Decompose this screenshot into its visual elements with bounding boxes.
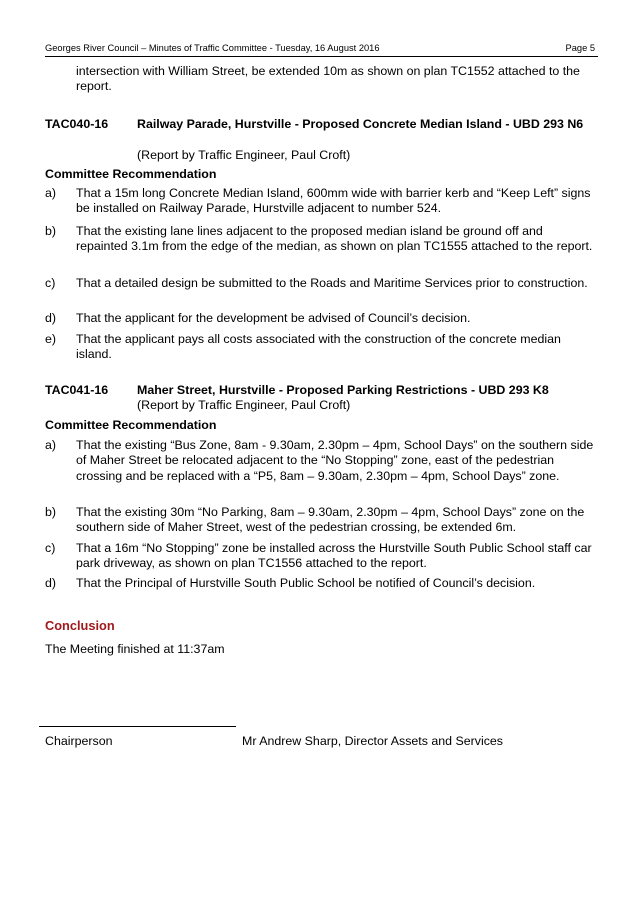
list-marker: c) [45, 541, 56, 555]
list-text: That a 16m “No Stopping” zone be installed across the Hurstville South Public School staff car park driveway, as shown on plan TC1556 attached to the report. [76, 541, 592, 571]
list-marker: b) [45, 224, 57, 238]
list-marker: c) [45, 276, 56, 290]
item-code: TAC040-16 [45, 117, 109, 131]
conclusion-heading: Conclusion [45, 618, 115, 633]
item-title: Maher Street, Hurstville - Proposed Parking Restrictions - UBD 293 K8 [137, 383, 549, 397]
list-text: That the applicant for the development be advised of Council’s decision. [76, 311, 471, 325]
header-title: Georges River Council – Minutes of Traffic Committee - Tuesday, 16 August 2016 [45, 43, 380, 53]
conclusion-text: The Meeting finished at 11:37am [45, 642, 225, 656]
list-marker: a) [45, 186, 57, 200]
list-marker: a) [45, 438, 57, 452]
list-text: That the applicant pays all costs associated with the construction of the concrete median island. [76, 332, 561, 362]
list-text: That the existing 30m “No Parking, 8am – 9.30am, 2.30pm – 4pm, School Days” zone on the southern side of Maher Street, west of the pedestrian crossing, be extended 6m. [76, 505, 585, 535]
chairperson-label: Chairperson [45, 734, 113, 748]
page-number: Page 5 [565, 43, 595, 53]
item-title: Railway Parade, Hurstville - Proposed Concrete Median Island - UBD 293 N6 [137, 117, 584, 131]
report-by: (Report by Traffic Engineer, Paul Croft) [137, 398, 351, 412]
list-marker: e) [45, 332, 57, 346]
signature-line [39, 726, 236, 727]
item-code: TAC041-16 [45, 383, 109, 397]
list-marker: b) [45, 505, 57, 519]
list-marker: d) [45, 576, 57, 590]
list-text: That the Principal of Hurstville South Public School be notified of Council’s decision. [76, 576, 536, 590]
report-by: (Report by Traffic Engineer, Paul Croft) [137, 148, 351, 162]
list-text: That the existing “Bus Zone, 8am - 9.30am, 2.30pm – 4pm, School Days” on the southern side of Maher Street be relocated adjacent to the “No Stopping” zone, east of the pedestrian crossing and be replaced with a “P5, 8am – 9.30am, 2.30pm – 4pm, School Days” zone. [76, 438, 594, 483]
list-marker: d) [45, 311, 57, 325]
continuation-text: intersection with William Street, be extended 10m as shown on plan TC1552 attached to the report. [76, 64, 580, 94]
recommendation-heading: Committee Recommendation [45, 167, 217, 181]
page-header [45, 41, 595, 55]
header-divider [45, 56, 598, 57]
list-text: That the existing lane lines adjacent to the proposed median island be ground off and repainted 3.1m from the edge of the median, as shown on plan TC1555 attached to the report. [76, 224, 593, 254]
director-label: Mr Andrew Sharp, Director Assets and Services [242, 734, 503, 748]
list-text: That a detailed design be submitted to the Roads and Maritime Services prior to construction. [76, 276, 588, 290]
list-text: That a 15m long Concrete Median Island, 600mm wide with barrier kerb and “Keep Left” signs be installed on Railway Parade, Hurstville adjacent to number 524. [76, 186, 591, 216]
recommendation-heading: Committee Recommendation [45, 418, 217, 432]
